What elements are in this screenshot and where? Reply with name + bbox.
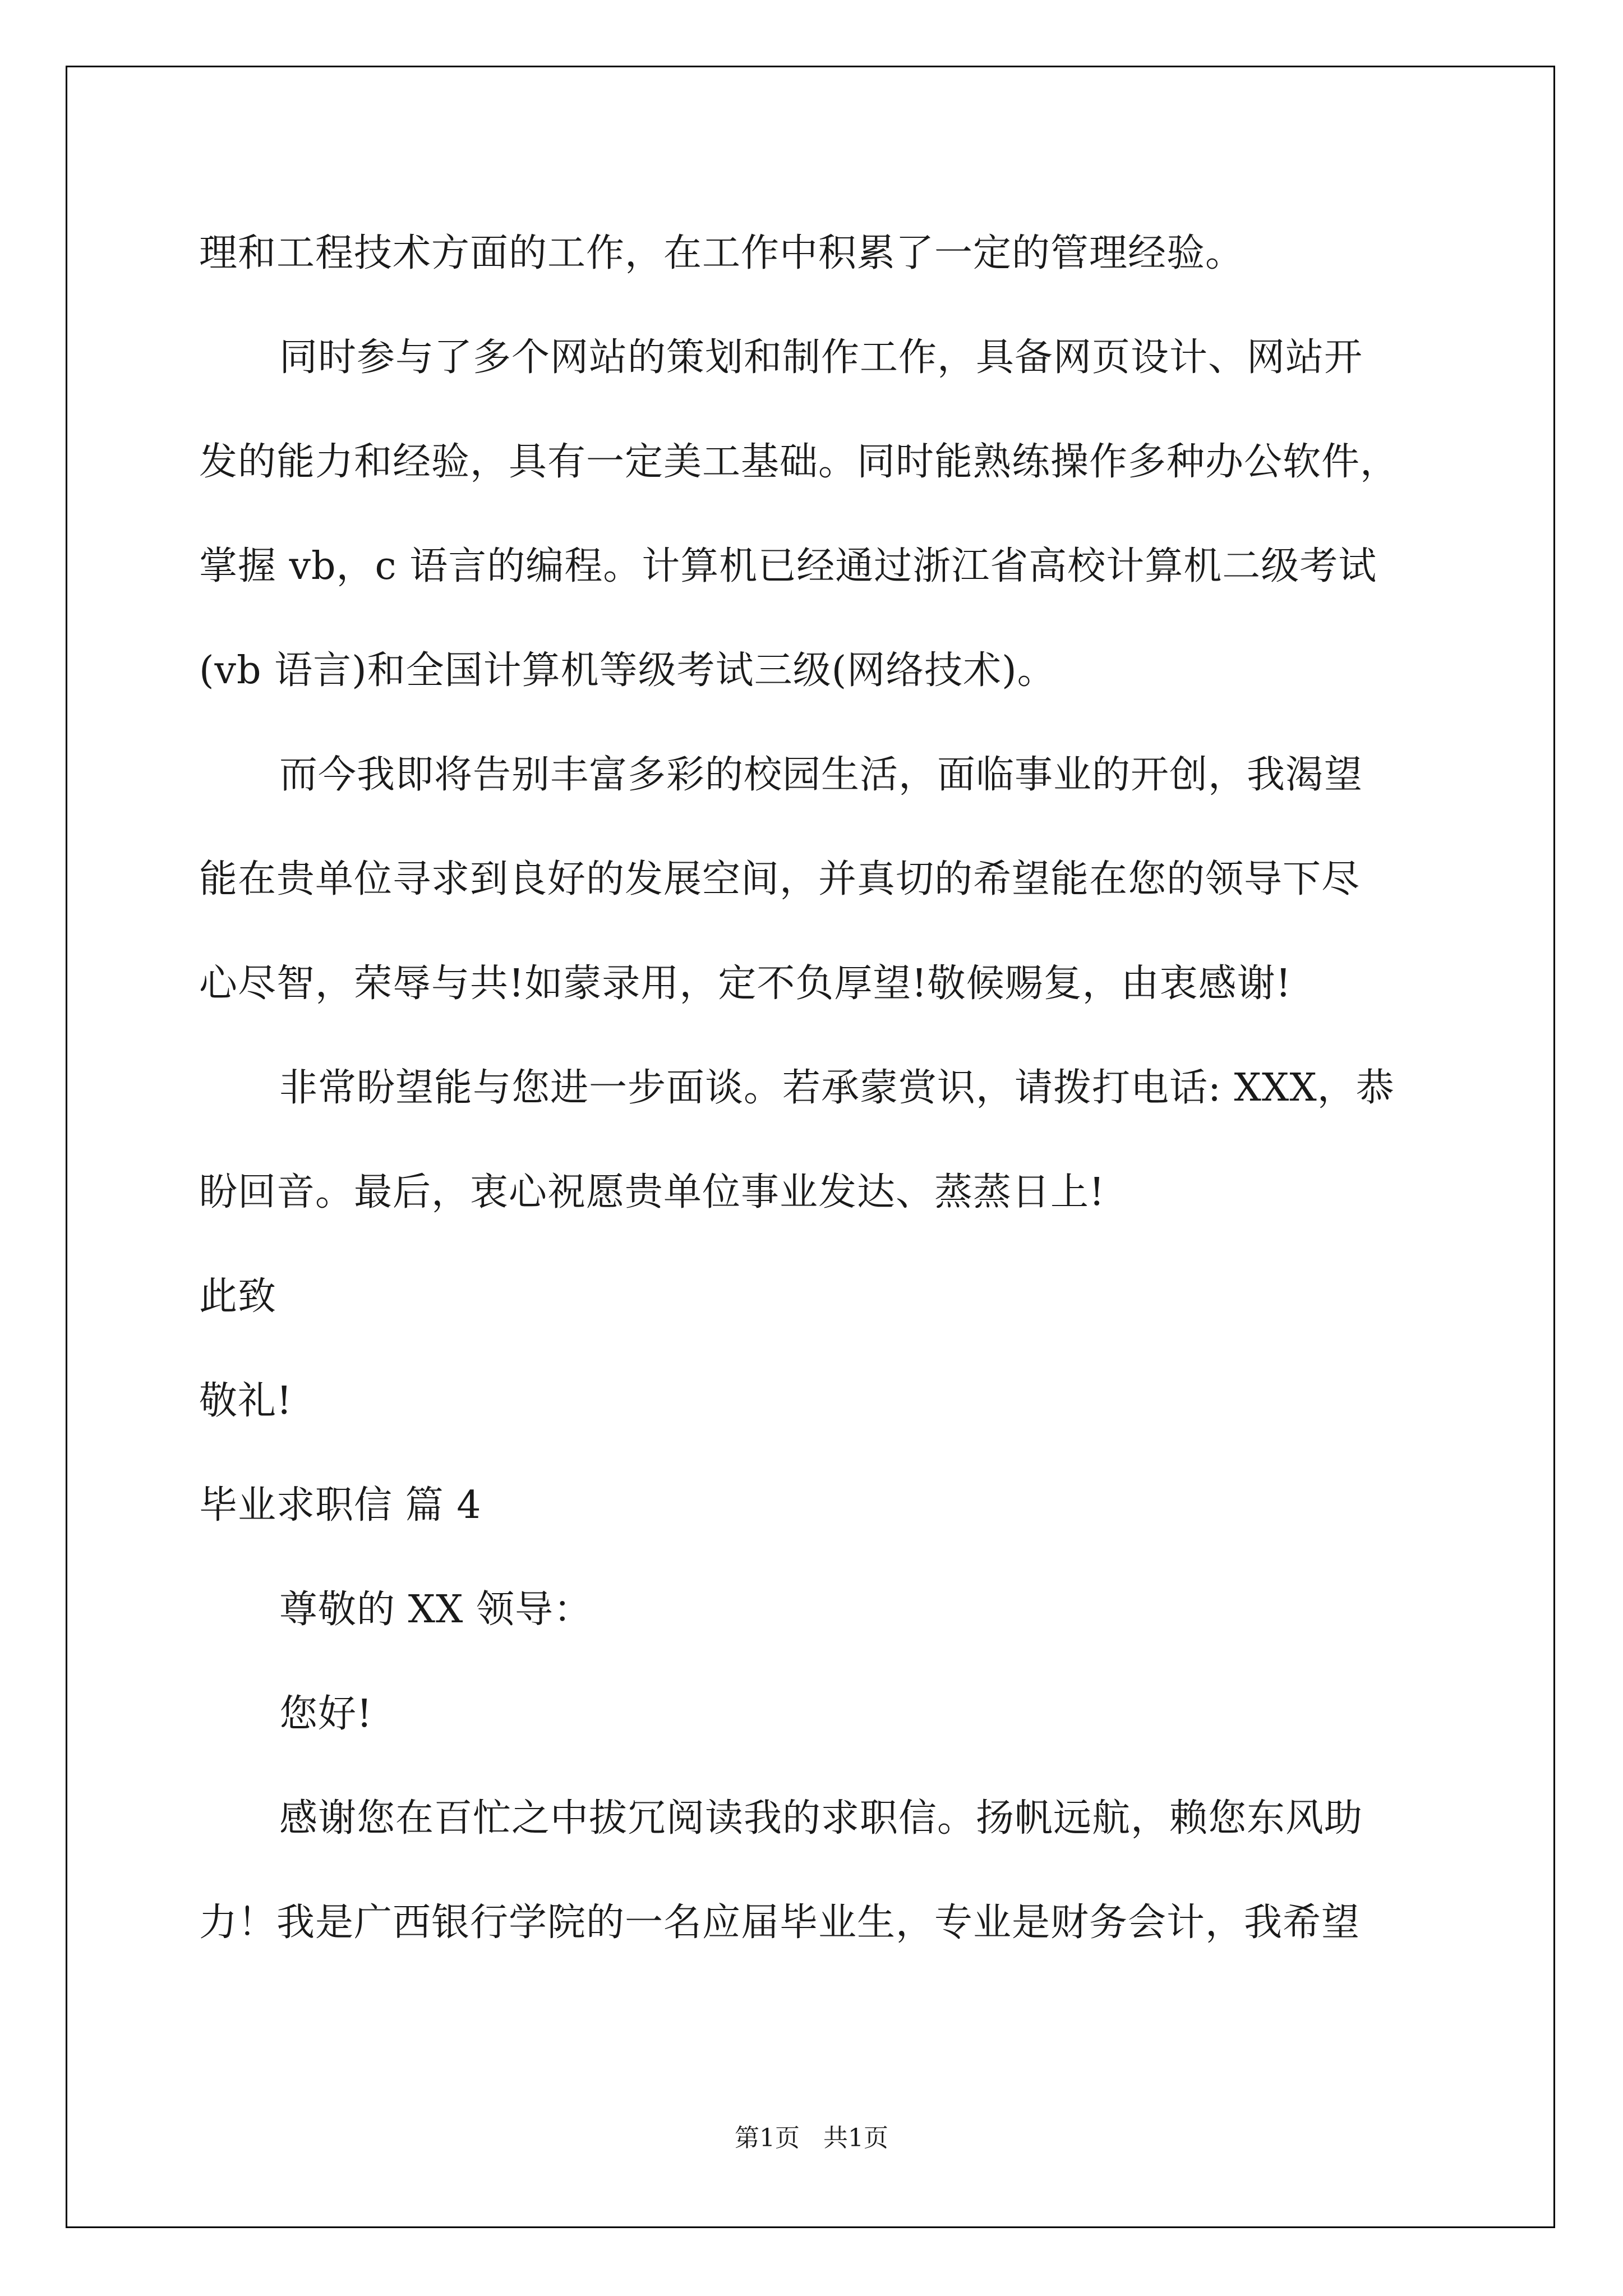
letter-addressee: 尊敬的 XX 领导： — [279, 1588, 593, 1632]
body-line-4: 掌握 vb，c 语言的编程。计算机已经通过浙江省高校计算机二级考试 — [199, 544, 1377, 588]
closing-regards: 敬礼! — [199, 1379, 293, 1423]
body-line-5: (vb 语言)和全国计算机等级考试三级(网络技术)。 — [199, 648, 1056, 693]
letter-greeting: 您好! — [279, 1692, 373, 1736]
section-heading: 毕业求职信 篇 4 — [199, 1483, 482, 1527]
body-line-3: 发的能力和经验，具有一定美工基础。同时能熟练操作多种办公软件， — [199, 440, 1399, 484]
body-line-1: 理和工程技术方面的工作，在工作中积累了一定的管理经验。 — [199, 231, 1244, 275]
body-line-2: 同时参与了多个网站的策划和制作工作，具备网页设计、网站开 — [279, 335, 1363, 380]
body-line-8: 心尽智，荣辱与共!如蒙录用，定不负厚望!敬候赐复，由衷感谢! — [199, 961, 1292, 1006]
body-line-6: 而今我即将告别丰富多彩的校园生活，面临事业的开创，我渴望 — [279, 753, 1363, 797]
body-line-16: 感谢您在百忙之中拔冗阅读我的求职信。扬帆远航，赖您东风助 — [279, 1796, 1363, 1841]
body-line-17: 力！我是广西银行学院的一名应届毕业生，专业是财务会计，我希望 — [199, 1901, 1361, 1945]
body-line-7: 能在贵单位寻求到良好的发展空间，并真切的希望能在您的领导下尽 — [199, 857, 1361, 901]
body-line-10: 盼回音。最后，衷心祝愿贵单位事业发达、蒸蒸日上! — [199, 1170, 1105, 1214]
page-number-footer: 第1页 共1页 — [735, 2124, 888, 2152]
body-line-9: 非常盼望能与您进一步面谈。若承蒙赏识，请拨打电话: XXX，恭 — [279, 1066, 1395, 1110]
closing-salutation: 此致 — [199, 1274, 277, 1319]
